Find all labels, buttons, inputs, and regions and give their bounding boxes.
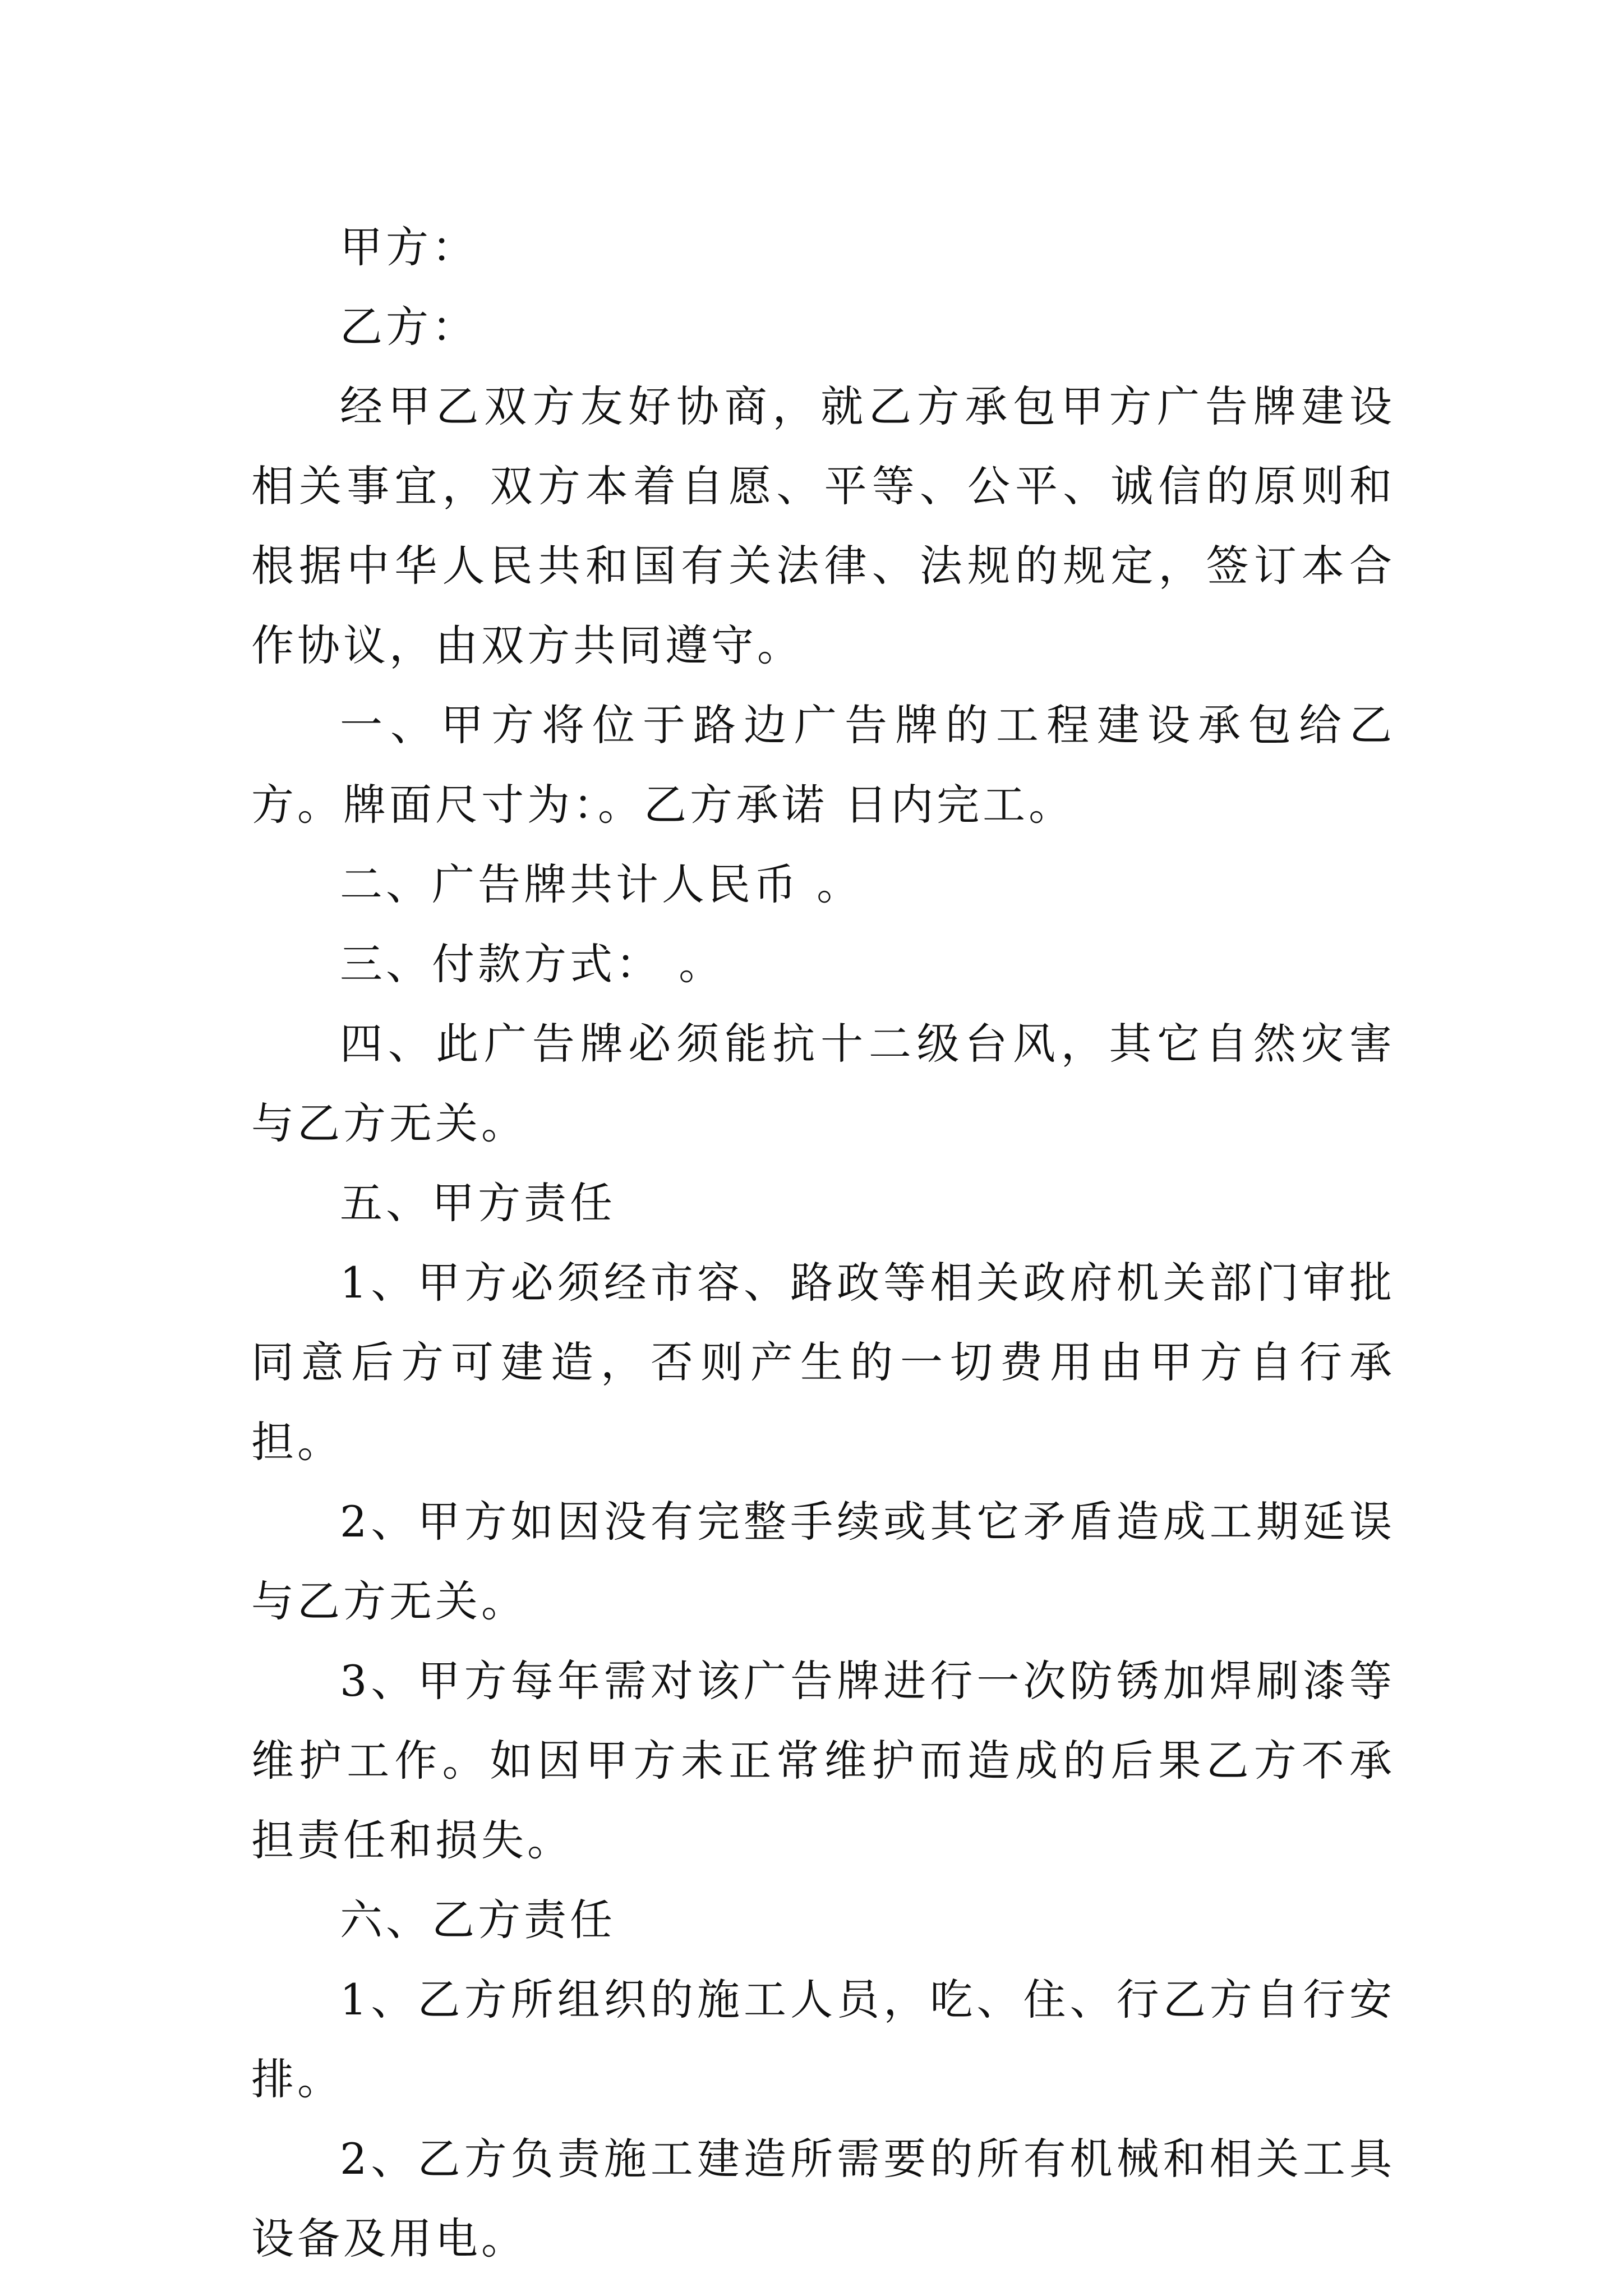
party-b-line: 乙方： — [340, 302, 478, 352]
section-heading-party-a-duties: 五、甲方责任 — [340, 1178, 616, 1228]
clause-3: 三、付款方式： 。 — [340, 939, 725, 989]
party-b-duty-1: 1、乙方所组织的施工人员，吃、住、行乙方自行安排。 — [251, 1975, 1395, 2104]
party-a-duty-3: 3、甲方每年需对该广告牌进行一次防锈加焊刷漆等维护工作。如因甲方未正常维护而造成的后果乙方不承担责任和损失。 — [251, 1656, 1395, 1865]
party-b-duty-2: 2、乙方负责施工建造所需要的所有机械和相关工具设备及用电。 — [251, 2134, 1395, 2263]
preamble-paragraph: 经甲乙双方友好协商，就乙方承包甲方广告牌建设相关事宜，双方本着自愿、平等、公平、诚信的原则和根据中华人民共和国有关法律、法规的规定，签订本合作协议，由双方共同遵守。 — [251, 381, 1395, 670]
clause-4: 四、此广告牌必须能抗十二级台风，其它自然灾害与乙方无关。 — [251, 1019, 1395, 1148]
clause-1: 一、甲方将位于路边广告牌的工程建设承包给乙方。牌面尺寸为：。乙方承诺 日内完工。 — [251, 700, 1395, 830]
party-a-line: 甲方： — [340, 222, 478, 272]
party-a-duty-1: 1、甲方必须经市容、路政等相关政府机关部门审批同意后方可建造，否则产生的一切费用由甲方自行承担。 — [251, 1258, 1395, 1467]
clause-2: 二、广告牌共计人民币 。 — [340, 859, 863, 909]
party-a-duty-2: 2、甲方如因没有完整手续或其它矛盾造成工期延误与乙方无关。 — [251, 1497, 1395, 1626]
section-heading-party-b-duties: 六、乙方责任 — [340, 1895, 616, 1945]
contract-body — [251, 208, 1395, 2279]
